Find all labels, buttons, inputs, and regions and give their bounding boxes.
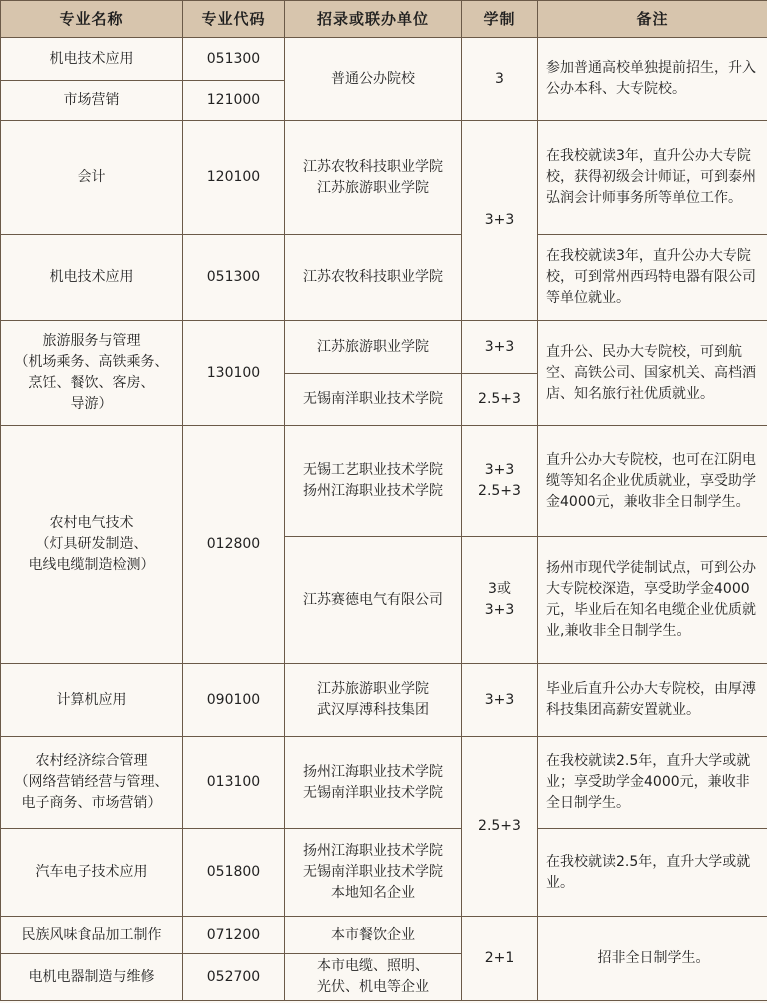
partner-unit: 无锡工艺职业技术学院 扬州江海职业技术学院: [285, 426, 462, 537]
major-code: 051300: [183, 235, 285, 321]
major-code: 120100: [183, 121, 285, 235]
major-name: 民族风味食品加工制作: [1, 917, 183, 954]
duration: 3或 3+3: [462, 537, 538, 664]
note: 直升公、民办大专院校，可到航空、高铁公司、国家机关、高档酒店、知名旅行社优质就业。: [538, 321, 767, 426]
major-name: 电机电器制造与维修: [1, 954, 183, 1001]
major-code: 121000: [183, 81, 285, 121]
major-name: 会计: [1, 121, 183, 235]
note: 在我校就读2.5年，直升大学或就业；享受助学金4000元，兼收非全日制学生。: [538, 737, 767, 829]
partner-unit: 江苏农牧科技职业学院 江苏旅游职业学院: [285, 121, 462, 235]
duration: 3+3 2.5+3: [462, 426, 538, 537]
partner-unit: 江苏旅游职业学院: [285, 321, 462, 374]
major-code: 052700: [183, 954, 285, 1001]
note: 在我校就读3年，直升公办大专院校，可到常州西玛特电器有限公司等单位就业。: [538, 235, 767, 321]
duration: 2.5+3: [462, 374, 538, 426]
partner-unit: 本市电缆、照明、 光伏、机电等企业: [285, 954, 462, 1001]
partner-unit: 扬州江海职业技术学院 无锡南洋职业技术学院: [285, 737, 462, 829]
major-code: 013100: [183, 737, 285, 829]
table-row: [1, 664, 767, 737]
note: 在我校就读2.5年，直升大学或就业。: [538, 829, 767, 917]
table-row: [1, 321, 767, 374]
major-name: 机电技术应用: [1, 38, 183, 81]
major-name: 农村经济综合管理 （网络营销经营与管理、 电子商务、市场营销）: [1, 737, 183, 829]
major-code: 012800: [183, 426, 285, 664]
header-notes: 备注: [538, 1, 767, 38]
note: 参加普通高校单独提前招生，升入公办本科、大专院校。: [538, 38, 767, 121]
major-name: 旅游服务与管理 （机场乘务、高铁乘务、 烹饪、餐饮、客房、 导游）: [1, 321, 183, 426]
table-row: [1, 235, 767, 321]
partner-unit: 无锡南洋职业技术学院: [285, 374, 462, 426]
major-name: 汽车电子技术应用: [1, 829, 183, 917]
major-name: 市场营销: [1, 81, 183, 121]
partner-unit: 江苏旅游职业学院 武汉厚溥科技集团: [285, 664, 462, 737]
major-code: 051300: [183, 38, 285, 81]
partner-unit: 江苏农牧科技职业学院: [285, 235, 462, 321]
note: 招非全日制学生。: [538, 917, 767, 1001]
partner-unit: 江苏赛德电气有限公司: [285, 537, 462, 664]
header-major-code: 专业代码: [183, 1, 285, 38]
partner-unit: 扬州江海职业技术学院 无锡南洋职业技术学院 本地知名企业: [285, 829, 462, 917]
note: 在我校就读3年，直升公办大专院校，获得初级会计师证，可到泰州弘润会计师事务所等单位工作。: [538, 121, 767, 235]
duration: 2+1: [462, 917, 538, 1001]
duration: 3: [462, 38, 538, 121]
major-name: 计算机应用: [1, 664, 183, 737]
header-partner-unit: 招录或联办单位: [285, 1, 462, 38]
note: 直升公办大专院校，也可在江阴电缆等知名企业优质就业，享受助学金4000元，兼收非全日制学生。: [538, 426, 767, 537]
duration: 2.5+3: [462, 737, 538, 917]
table-row: [1, 38, 767, 81]
duration: 3+3: [462, 321, 538, 374]
table-row: [1, 737, 767, 829]
duration: 3+3: [462, 121, 538, 321]
header-duration: 学制: [462, 1, 538, 38]
table-row: [1, 121, 767, 235]
major-code: 130100: [183, 321, 285, 426]
table-row: [1, 426, 767, 537]
note: 毕业后直升公办大专院校，由厚溥科技集团高薪安置就业。: [538, 664, 767, 737]
header-major-name: 专业名称: [1, 1, 183, 38]
major-code: 071200: [183, 917, 285, 954]
note: 扬州市现代学徒制试点，可到公办大专院校深造，享受助学金4000元，毕业后在知名电缆企业优质就业,兼收非全日制学生。: [538, 537, 767, 664]
major-code: 051800: [183, 829, 285, 917]
header-row: [1, 1, 767, 38]
major-name: 机电技术应用: [1, 235, 183, 321]
partner-unit: 本市餐饮企业: [285, 917, 462, 954]
duration: 3+3: [462, 664, 538, 737]
table-row: [1, 917, 767, 954]
partner-unit: 普通公办院校: [285, 38, 462, 121]
table-row: [1, 829, 767, 917]
major-name: 农村电气技术 （灯具研发制造、 电线电缆制造检测）: [1, 426, 183, 664]
major-code: 090100: [183, 664, 285, 737]
